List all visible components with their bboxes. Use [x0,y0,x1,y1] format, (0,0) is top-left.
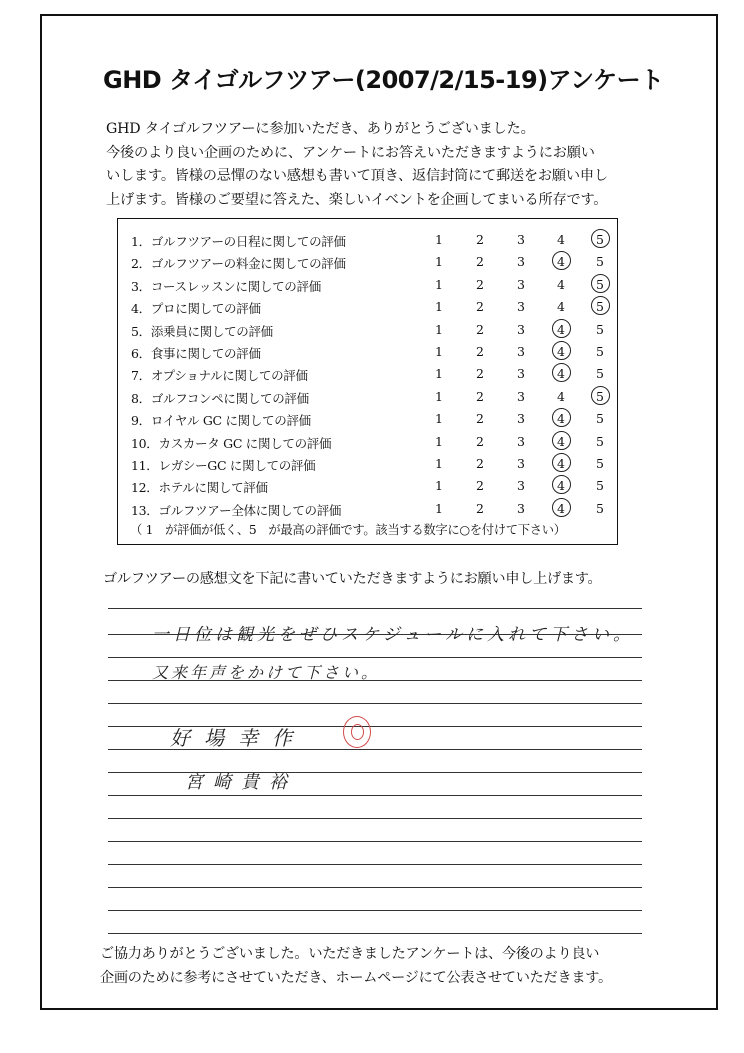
rating-option[interactable]: 1 [435,411,443,427]
comment-line [108,910,642,911]
rating-option[interactable]: 5 [596,500,604,516]
selected-circle-mark [591,386,610,405]
rating-option[interactable]: 1 [435,254,443,270]
rating-option[interactable]: 1 [435,456,443,471]
rating-option[interactable]: 5 [596,276,604,292]
rating-option[interactable]: 4 [557,299,565,315]
handwritten-name: 宮崎貴裕 [185,772,297,793]
rating-option[interactable]: 2 [476,500,484,516]
rating-option[interactable]: 5 [596,254,604,270]
rating-option[interactable]: 5 [596,344,604,359]
rating-option[interactable]: 1 [435,478,443,494]
rating-table [117,218,618,545]
rating-option[interactable]: 3 [517,500,525,516]
selected-circle-mark [552,453,571,472]
comment-line [108,933,642,934]
rating-option[interactable]: 5 [596,388,604,404]
selected-circle-mark [552,341,571,360]
rating-option[interactable]: 1 [435,232,443,247]
rating-option[interactable]: 2 [476,321,484,337]
rating-option[interactable]: 5 [596,411,604,427]
rating-row [118,389,617,409]
rating-option[interactable]: 4 [557,500,565,516]
comment-line [108,795,642,796]
personal-seal-stamp [343,716,371,748]
rating-option[interactable]: 4 [557,433,565,449]
rating-option[interactable]: 2 [476,232,484,247]
footer-line: 企画のために参考にさせていただき、ホームページにて公表させていただきます。 [100,970,612,986]
rating-option[interactable]: 1 [435,366,443,382]
handwritten-name: 好場幸作 [170,726,306,750]
rating-option[interactable]: 3 [517,232,525,247]
rating-option[interactable]: 4 [557,411,565,427]
rating-option[interactable]: 5 [596,366,604,382]
rating-option[interactable]: 2 [476,276,484,292]
rating-row [118,366,617,386]
selected-circle-mark [591,274,610,293]
rating-label: 10．カスカータ GC に関しての評価 [131,435,332,451]
rating-row [118,277,617,297]
rating-option[interactable]: 4 [557,321,565,337]
comment-line [108,657,642,658]
rating-option[interactable]: 4 [557,366,565,382]
rating-option[interactable]: 3 [517,254,525,270]
rating-option[interactable]: 4 [557,344,565,359]
rating-option[interactable]: 3 [517,299,525,315]
comment-line [108,887,642,888]
rating-label: 2．ゴルフツアーの料金に関しての評価 [131,256,346,272]
rating-option[interactable]: 5 [596,299,604,315]
rating-row [118,456,617,476]
rating-option[interactable]: 4 [557,254,565,270]
intro-line: 上げます。皆様のご要望に答えた、楽しいイベントを企画してまいる所存です。 [106,191,608,208]
rating-option[interactable]: 5 [596,478,604,494]
rating-row [118,232,617,252]
rating-option[interactable]: 2 [476,478,484,494]
rating-option[interactable]: 3 [517,276,525,292]
rating-option[interactable]: 4 [557,478,565,494]
rating-option[interactable]: 2 [476,344,484,359]
rating-label: 13．ゴルフツアー全体に関しての評価 [131,502,342,518]
selected-circle-mark [552,498,571,517]
rating-label: 5．添乗員に関しての評価 [131,323,273,339]
rating-option[interactable]: 1 [435,433,443,449]
rating-row [118,299,617,319]
rating-option[interactable]: 4 [557,456,565,471]
rating-option[interactable]: 2 [476,433,484,449]
rating-label: 4．プロに関しての評価 [131,301,261,317]
rating-label: 3．コースレッスンに関しての評価 [131,278,321,294]
rating-option[interactable]: 5 [596,321,604,337]
rating-option[interactable]: 1 [435,344,443,359]
rating-option[interactable]: 1 [435,388,443,404]
rating-option[interactable]: 1 [435,299,443,315]
rating-label: 1．ゴルフツアーの日程に関しての評価 [131,234,346,249]
rating-option[interactable]: 2 [476,299,484,315]
rating-row [118,322,617,342]
selected-circle-mark [552,319,571,338]
comment-prompt: ゴルフツアーの感想文を下記に書いていただきますようにお願い申し上げます。 [103,571,602,587]
footer-line: ご協力ありがとうございました。いただきましたアンケートは、今後のより良い [100,946,600,962]
page-title: GHD タイゴルフツアー(2007/2/15-19)アンケート [103,66,664,94]
rating-row [118,501,617,521]
footer-text [100,942,700,990]
rating-option[interactable]: 2 [476,388,484,404]
rating-option[interactable]: 1 [435,276,443,292]
selected-circle-mark [591,229,610,248]
rating-option[interactable]: 5 [596,433,604,449]
rating-row [118,411,617,431]
rating-option[interactable]: 4 [557,388,565,404]
intro-text [106,118,706,212]
rating-option[interactable]: 2 [476,456,484,471]
rating-option[interactable]: 3 [517,388,525,404]
rating-option[interactable]: 3 [517,478,525,494]
rating-label: 8．ゴルフコンペに関しての評価 [131,390,309,406]
rating-option[interactable]: 3 [517,411,525,427]
rating-label: 11．レガシーGC に関しての評価 [131,458,316,473]
rating-label: 12．ホテルに関して評価 [131,480,268,496]
rating-option[interactable]: 2 [476,411,484,427]
rating-option[interactable]: 2 [476,366,484,382]
rating-option[interactable]: 3 [517,344,525,359]
comment-line [108,864,642,865]
rating-option[interactable]: 5 [596,232,604,247]
rating-label: 6．食事に関しての評価 [131,346,261,361]
rating-option[interactable]: 3 [517,366,525,382]
intro-line: 今後のより良い企画のために、アンケートにお答えいただきますようにお願い [106,144,595,161]
comment-line [108,841,642,842]
rating-label: 9．ロイヤル GC に関しての評価 [131,413,311,429]
rating-option[interactable]: 3 [517,433,525,449]
comment-line [108,608,642,609]
handwritten-comment: 一日位は観光をぜひスケジュールに入れて下さい。 [152,625,634,645]
rating-row [118,434,617,454]
rating-option[interactable]: 5 [596,456,604,471]
intro-line: GHD タイゴルフツアーに参加いただき、ありがとうございました。 [106,121,535,137]
rating-option[interactable]: 2 [476,254,484,270]
rating-label: 7．オプショナルに関しての評価 [131,368,308,384]
rating-option[interactable]: 4 [557,232,565,247]
intro-line: いします。皆様の忌憚のない感想も書いて頂き、返信封筒にて郵送をお願い申し [106,168,608,184]
selected-circle-mark [552,431,571,450]
rating-option[interactable]: 4 [557,276,565,292]
rating-row [118,254,617,274]
comment-line [108,818,642,819]
rating-option[interactable]: 1 [435,321,443,337]
handwritten-comment: 又来年声をかけて下さい。 [152,663,381,682]
rating-row [118,344,617,364]
rating-row [118,478,617,498]
comment-line [108,703,642,704]
scale-note: （ 1 が評価が低く、5 が最高の評価です。該当する数字に○を付けて下さい） [130,523,566,537]
rating-option[interactable]: 3 [517,321,525,337]
rating-option[interactable]: 1 [435,500,443,516]
rating-option[interactable]: 3 [517,456,525,471]
